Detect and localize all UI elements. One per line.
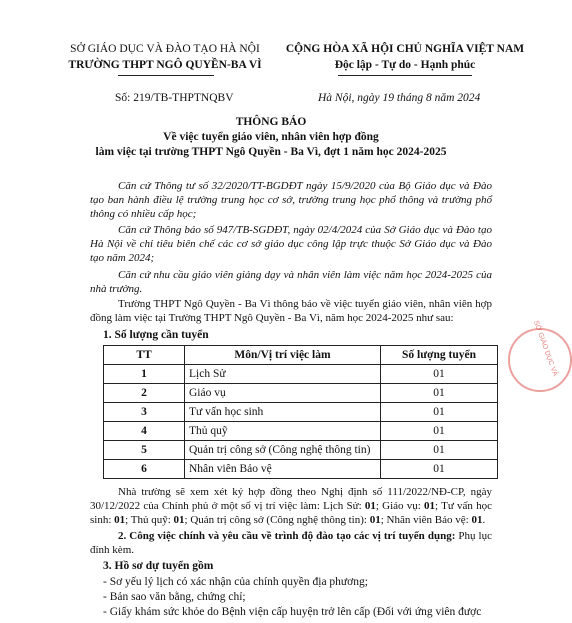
- legal-basis-3: Căn cứ nhu cầu giáo viên giảng dạy và nhân viên làm việc năm học 2024-2025 của nhà trường.: [90, 269, 492, 296]
- doc-item: - Giấy khám sức khỏe do Bệnh viện cấp huyện trở lên cấp (Đối với ứng viên được: [103, 606, 482, 618]
- row-index: 1: [104, 365, 185, 384]
- contract-paragraph: [90, 485, 492, 528]
- department-name: SỞ GIÁO DỤC VÀ ĐÀO TẠO HÀ NỘI: [70, 43, 260, 55]
- legal-basis-1: Căn cứ Thông tư số 32/2020/TT-BGDĐT ngày 15/9/2020 của Bộ Giáo dục và Đào tạo ban hành điều lệ trường trung học cơ sở, trường trung học phổ thông và trường phổ thông có nhiều cấp học;: [90, 180, 492, 221]
- document-subtitle-1: Về việc tuyển giáo viên, nhân viên hợp đồng: [163, 131, 379, 143]
- table-row: [104, 422, 498, 441]
- header-right-underline: [338, 75, 472, 76]
- table-row: [104, 384, 498, 403]
- row-quantity: 01: [381, 441, 498, 460]
- col-header-position: Môn/Vị trí việc làm: [185, 346, 381, 365]
- national-header: [274, 41, 536, 73]
- issuer-header: [60, 41, 270, 73]
- document-number: Số: 219/TB-THPTNQBV: [115, 92, 234, 104]
- row-quantity: 01: [381, 460, 498, 479]
- row-quantity: 01: [381, 365, 498, 384]
- doc-item: - Sơ yếu lý lịch có xác nhận của chính quyền địa phương;: [103, 576, 368, 588]
- national-motto: Độc lập - Tự do - Hạnh phúc: [334, 59, 476, 71]
- section-2-heading: 2. Công việc chính và yêu cầu về trình độ đào tạo các vị trí tuyển dụng:: [118, 530, 456, 542]
- row-position: Thủ quỹ: [185, 422, 381, 441]
- row-position: Lịch Sử: [185, 365, 381, 384]
- document-title: THÔNG BÁO: [235, 116, 307, 128]
- contract-text: ; Giáo vụ:: [375, 500, 425, 513]
- table-row: [104, 441, 498, 460]
- row-index: 3: [104, 403, 185, 422]
- table-row: [104, 403, 498, 422]
- country-name: CỘNG HÒA XÃ HỘI CHỦ NGHĨA VIỆT NAM: [285, 43, 525, 55]
- qty-security: 01: [471, 514, 483, 527]
- table-row: [104, 365, 498, 384]
- row-position: Giáo vụ: [185, 384, 381, 403]
- section-2-text: Phụ lục đính kèm.: [90, 530, 492, 557]
- section-3-heading: 3. Hồ sơ dự tuyển gồm: [103, 560, 214, 572]
- row-position: Quản trị công sở (Công nghệ thông tin): [185, 441, 381, 460]
- legal-basis-2: Căn cứ Thông báo số 947/TB-SGDĐT, ngày 02/4/2024 của Sở Giáo dục và Đào tạo Hà Nội về chỉ tiêu biên chế các cơ sở giáo dục công lập trực thuộc Sở Giáo dục và Đào tạo năm 2024;: [90, 224, 492, 265]
- intro-paragraph: Trường THPT Ngô Quyền - Ba Vì thông báo về việc tuyển giáo viên, nhân viên hợp đồng làm việc tại Trường THPT Ngô Quyền - Ba Vì, năm học 2024-2025 như sau:: [90, 298, 492, 325]
- qty-cashier: 01: [173, 514, 185, 527]
- section-1-heading: 1. Số lượng cần tuyển: [103, 329, 209, 341]
- document-date: Hà Nội, ngày 19 tháng 8 năm 2024: [318, 92, 481, 104]
- school-name: TRƯỜNG THPT NGÔ QUYỀN-BA VÌ: [68, 59, 262, 71]
- section-2-paragraph: [90, 529, 492, 557]
- row-index: 2: [104, 384, 185, 403]
- official-seal-text: SỞ GIÁO DỤC VÀ: [531, 319, 559, 378]
- col-header-tt: TT: [104, 346, 185, 365]
- row-quantity: 01: [381, 384, 498, 403]
- document-subtitle-2: làm việc tại trường THPT Ngô Quyền - Ba Vì, đợt 1 năm học 2024-2025: [95, 146, 447, 158]
- contract-text: .: [482, 514, 486, 527]
- row-position: Tư vấn học sinh: [185, 403, 381, 422]
- recruitment-table: [103, 345, 498, 479]
- qty-history: 01: [364, 500, 376, 513]
- row-quantity: 01: [381, 422, 498, 441]
- row-index: 5: [104, 441, 185, 460]
- row-index: 6: [104, 460, 185, 479]
- col-header-quantity: Số lượng tuyển: [381, 346, 498, 365]
- row-index: 4: [104, 422, 185, 441]
- doc-item: - Bản sao văn bằng, chứng chỉ;: [103, 591, 246, 603]
- contract-text: ; Nhân viên Bảo vệ:: [380, 514, 472, 527]
- table-header-row: [104, 346, 498, 365]
- qty-counselor: 01: [114, 514, 126, 527]
- contract-text: ; Thủ quỹ:: [125, 514, 174, 527]
- row-quantity: 01: [381, 403, 498, 422]
- contract-text: ; Tư vấn học sinh:: [90, 500, 492, 527]
- table-row: [104, 460, 498, 479]
- row-position: Nhân viên Bảo vệ: [185, 460, 381, 479]
- header-left-underline: [118, 75, 214, 76]
- contract-text: ; Quản trị công sở (Công nghệ thông tin):: [184, 514, 370, 527]
- qty-it-admin: 01: [369, 514, 381, 527]
- qty-academic-affairs: 01: [424, 500, 436, 513]
- contract-text: Nhà trường sẽ xem xét ký hợp đồng theo Nghị định số 111/2022/NĐ-CP, ngày 30/12/2022 của Chính phủ ở một số vị trí việc làm: Lịch Sử:: [90, 486, 492, 513]
